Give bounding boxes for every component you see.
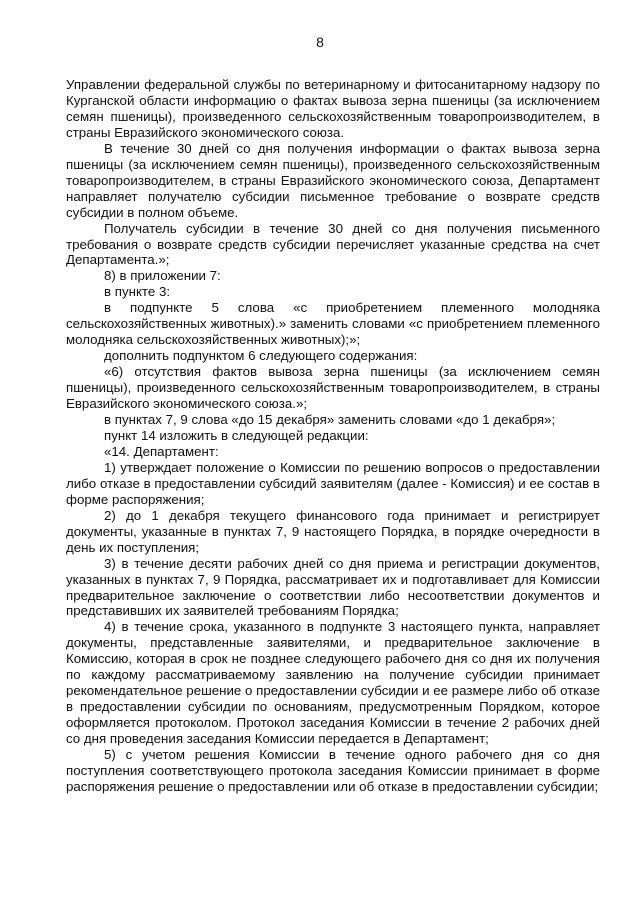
paragraph: «6) отсутствия фактов вывоза зерна пшеницы (за исключением семян пшеницы), произведенного сельскохозяйственным товаропроизводителем, в страны Евразийского экономического союза.»; <box>66 364 600 412</box>
page-number: 8 <box>316 34 324 50</box>
paragraph: в подпункте 5 слова «с приобретением племенного молодняка сельскохозяйственных животных).» заменить словами «с приобретением племенного молодняка сельскохозяйственных животных);»; <box>66 300 600 348</box>
paragraph: в пунктах 7, 9 слова «до 15 декабря» заменить словами «до 1 декабря»; <box>104 412 556 428</box>
paragraph: 1) утверждает положение о Комиссии по решению вопросов о предоставлении либо отказе в предоставлении субсидий заявителям (далее - Комиссия) и ее состав в форме распоряжения; <box>66 459 600 507</box>
paragraph: дополнить подпунктом 6 следующего содержания: <box>104 348 418 364</box>
paragraph: Получатель субсидии в течение 30 дней со дня получения письменного требования о возврате средств субсидии перечисляет указанные средства на счет Департамента.»; <box>66 220 600 268</box>
paragraph: 4) в течение срока, указанного в подпункте 3 настоящего пункта, направляет документы, представленные заявителями, и предварительное заключение в Комиссию, которая в срок не позднее следующего рабочего дня со дня их получения по каждому рассматриваемому заявлению на получение субсидии принимает рекомендательное решение о предоставлении субсидии и ее размере либо об отказе в предоставлении субсидии по основаниям, предусмотренным Порядком, которое оформляется протоколом. Протокол заседания Комиссии в течение 2 рабочих дней со дня проведения заседания Комиссии передается в Департамент; <box>66 619 600 747</box>
paragraph: в пункте 3: <box>104 284 171 300</box>
paragraph: 3) в течение десяти рабочих дней со дня приема и регистрации документов, указанных в пунктах 7, 9 Порядка, рассматривает их и подготавливает для Комиссии предварительное заключение о соответствии либо несоответствии документов и представивших их заявителей требованиям Порядка; <box>66 555 600 619</box>
paragraph: 2) до 1 декабря текущего финансового года принимает и регистрирует документы, указанные в пунктах 7, 9 настоящего Порядка, в порядке очередности в день их поступления; <box>66 507 600 555</box>
document-body <box>66 77 600 795</box>
paragraph: 8) в приложении 7: <box>104 268 221 284</box>
paragraph: пункт 14 изложить в следующей редакции: <box>104 427 369 443</box>
paragraph: «14. Департамент: <box>104 443 219 459</box>
paragraph: 5) с учетом решения Комиссии в течение одного рабочего дня со дня поступления соответствующего протокола заседания Комиссии принимает в форме распоряжения решение о предоставлении или об отказе в предоставлении субсидии; <box>66 747 600 794</box>
paragraph: В течение 30 дней со дня получения информации о фактах вывоза зерна пшеницы (за исключением семян пшеницы), произведенного сельскохозяйственным товаропроизводителем, в страны Евразийского экономического союза, Департамент направляет получателю субсидии письменное требование о возврате средств субсидии в полном объеме. <box>66 140 600 220</box>
paragraph: Управлении федеральной службы по ветеринарному и фитосанитарному надзору по Курганской области информацию о фактах вывоза зерна пшеницы (за исключением семян пшеницы), произведенного сельскохозяйственным товаропроизводителем, в страны Евразийского экономического союза. <box>66 77 600 140</box>
